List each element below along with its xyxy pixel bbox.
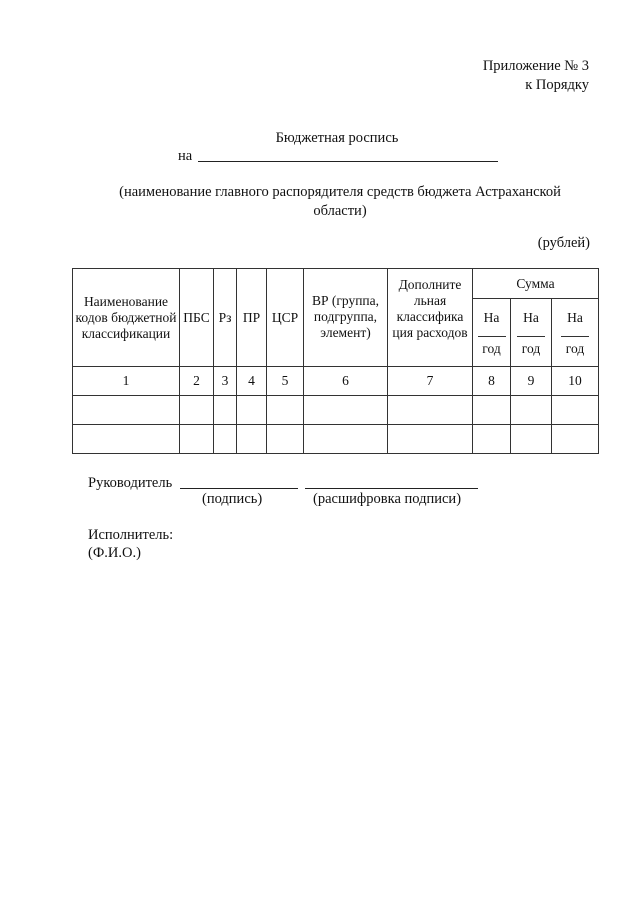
year-2-blank [517, 336, 545, 337]
head-label: Руководитель [88, 475, 173, 491]
year-3-blank [561, 336, 589, 337]
table-cell [388, 425, 473, 454]
column-number-row [73, 367, 599, 396]
column-number: 10 [552, 367, 599, 396]
column-number: 5 [267, 367, 304, 396]
executor-fio: (Ф.И.О.) [88, 545, 141, 561]
appendix-number: Приложение № 3 [482, 58, 589, 74]
signature-line [180, 488, 298, 489]
header-rz: Рз [214, 269, 237, 367]
header-csr: ЦСР [267, 269, 304, 367]
table-row [73, 396, 599, 425]
table-cell [214, 396, 237, 425]
table-cell [214, 425, 237, 454]
year-3-suffix: год [565, 341, 585, 356]
column-number: 9 [511, 367, 552, 396]
table-cell [267, 425, 304, 454]
year-2-prefix: На [523, 310, 539, 325]
budget-table [72, 268, 599, 454]
table-cell [73, 425, 180, 454]
table-cell [237, 396, 267, 425]
document-title: Бюджетная роспись [275, 130, 399, 146]
executor-label: Исполнитель: [88, 527, 174, 543]
header-vr: ВР (группа, подгруппа, элемент) [304, 269, 388, 367]
column-number: 1 [73, 367, 180, 396]
table-row [73, 425, 599, 454]
signature-decode-line [305, 488, 478, 489]
table-cell [304, 396, 388, 425]
table-cell [388, 396, 473, 425]
date-prefix: на [178, 148, 193, 164]
table-cell [552, 396, 599, 425]
table-cell [267, 396, 304, 425]
header-year-2 [511, 299, 552, 367]
table-cell [473, 425, 511, 454]
header-sum: Сумма [473, 269, 599, 299]
year-1-blank [478, 336, 506, 337]
table-header-row [73, 269, 599, 299]
currency-note: (рублей) [537, 235, 590, 251]
header-pr: ПР [237, 269, 267, 367]
signature-caption: (подпись) [202, 491, 263, 507]
table-cell [552, 425, 599, 454]
header-extra-classification: Дополните льная классифика ция расходов [388, 269, 473, 367]
appendix-reference: к Порядку [525, 77, 589, 93]
column-number: 3 [214, 367, 237, 396]
column-number: 6 [304, 367, 388, 396]
table-cell [237, 425, 267, 454]
date-fill-line [198, 161, 498, 162]
column-number: 4 [237, 367, 267, 396]
signature-decode-caption: (расшифровка подписи) [313, 491, 462, 507]
column-number: 7 [388, 367, 473, 396]
table-cell [511, 396, 552, 425]
table-cell [304, 425, 388, 454]
year-1-prefix: На [483, 310, 500, 325]
header-year-1 [473, 299, 511, 367]
column-number: 8 [473, 367, 511, 396]
header-name: Наименование кодов бюджетной классификации [73, 269, 180, 367]
column-number: 2 [180, 367, 214, 396]
header-year-3 [552, 299, 599, 367]
table-cell [73, 396, 180, 425]
year-1-suffix: год [482, 341, 501, 356]
table-cell [180, 396, 214, 425]
header-pbs: ПБС [180, 269, 214, 367]
organization-caption: (наименование главного распорядителя средств бюджета Астраханской области) [119, 184, 561, 219]
table-cell [180, 425, 214, 454]
year-2-suffix: год [521, 341, 541, 356]
table-cell [473, 396, 511, 425]
table-cell [511, 425, 552, 454]
year-3-prefix: На [567, 310, 583, 325]
